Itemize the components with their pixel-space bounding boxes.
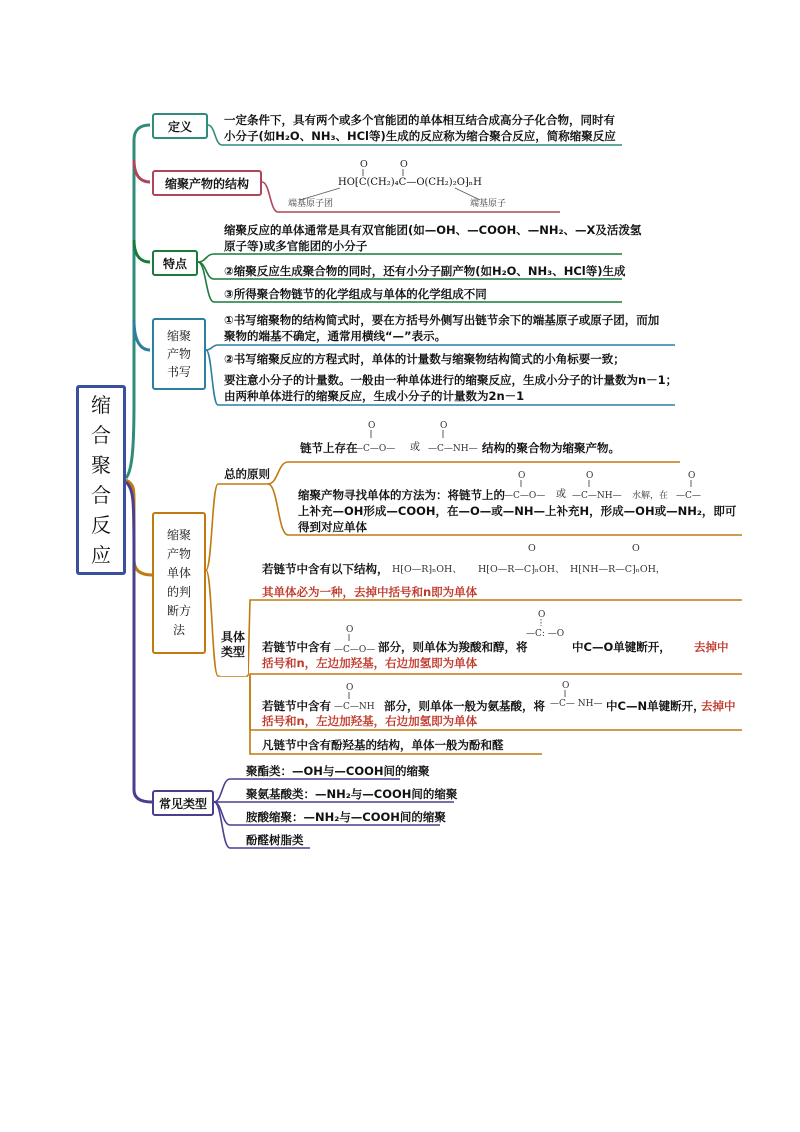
features-node[interactable] <box>152 250 198 276</box>
type3-red-b: 括号和n，左边加羟基，右边加氢即为单体 <box>262 714 478 728</box>
monomer-label-line: 缩聚 <box>166 528 192 542</box>
svg-text:O: O <box>400 159 408 170</box>
svg-text:—C—O—: —C—O— <box>334 645 376 655</box>
root-char: 合 <box>91 483 111 507</box>
svg-text:—C: —O: —C: —O <box>526 629 565 639</box>
monomer-label-line: 法 <box>172 623 185 637</box>
principle-line2: 上补充—OH形成—COOH，在—O—或—NH—上补充H，形成—OH或—NH₂，即可 <box>298 504 737 518</box>
svg-text:—C—: —C— <box>676 491 701 501</box>
svg-text:O: O <box>518 471 526 481</box>
svg-text:H⁅O—R⁆ₙOH、: H⁅O—R⁆ₙOH、 <box>392 564 462 575</box>
principle-top-b: 或 <box>410 442 420 453</box>
svg-text:H⁅O—R—C⁆ₙOH、: H⁅O—R—C⁆ₙOH、 <box>478 564 565 575</box>
principle-text-a: 缩聚产物寻找单体的方法为：将链节上的 <box>298 488 505 502</box>
svg-text:O: O <box>360 159 368 170</box>
svg-text:O: O <box>688 471 696 481</box>
monomer-label-line: 产物 <box>166 547 192 561</box>
features-item-2: ②缩聚反应生成聚合物的同时，还有小分子副产物(如H₂O、NH₃、HCl等)生成 <box>224 264 626 278</box>
monomer-label-line: 的判 <box>166 585 192 599</box>
types-label-line: 类型 <box>220 645 246 659</box>
writing-item-1b: 聚物的端基不确定，通常用横线“—”表示。 <box>224 329 447 343</box>
definition-node[interactable] <box>152 113 208 139</box>
definition-text-1: 一定条件下，具有两个或多个官能团的单体相互结合成高分子化合物，同时有 <box>224 113 615 127</box>
definition-text-2: 小分子(如H₂O、NH₃、HCl等)生成的反应称为缩合聚合反应，简称缩聚反应 <box>224 129 616 143</box>
root-char: 缩 <box>91 393 111 417</box>
monomer-label-line: 单体 <box>166 566 192 580</box>
features-item-1a: 缩聚反应的单体通常是具有双官能团(如—OH、—COOH、—NH₂、—X及活泼氢 <box>224 223 642 237</box>
svg-text:O: O <box>346 625 354 635</box>
monomer-node[interactable] <box>152 512 206 654</box>
svg-text:O: O <box>440 421 448 431</box>
types-label-line: 具体 <box>220 630 246 644</box>
type2-text-c: 中C—O单键断开， <box>572 640 671 654</box>
structure-left-note: 端基原子团 <box>288 199 334 209</box>
writing-item-2c: 由两种单体进行的缩聚反应，生成小分子的计量数为2n－1 <box>224 389 525 403</box>
writing-item-1a: ①书写缩聚物的结构简式时，要在方括号外侧写出链节余下的端基原子或原子团，而加 <box>224 313 660 327</box>
svg-text:—C—NH—: —C—NH— <box>428 444 478 454</box>
common-node[interactable] <box>152 790 214 816</box>
writing-label-line: 缩聚 <box>166 329 192 343</box>
svg-text:O: O <box>528 543 536 554</box>
type3-text-a: 若链节中含有 <box>262 699 331 713</box>
svg-text:H⁅NH—R—C⁆ₙOH，: H⁅NH—R—C⁆ₙOH， <box>570 564 666 575</box>
root-char: 反 <box>91 513 111 537</box>
type3-red-a: 去掉中 <box>701 699 736 713</box>
types-node[interactable] <box>218 614 248 676</box>
structure-right-note: 端基原子 <box>470 199 507 209</box>
root-char: 合 <box>91 423 111 447</box>
common-item: 聚氨基酸类：—NH₂与—COOH间的缩聚 <box>246 787 458 801</box>
svg-text:O: O <box>562 681 570 691</box>
common-item: 胺酸缩聚：—NH₂与—COOH间的缩聚 <box>246 810 446 824</box>
principle-top-c: 结构的聚合物为缩聚产物。 <box>482 441 620 455</box>
principle-top-a: 链节上存在 <box>300 441 358 455</box>
writing-label-line: 书写 <box>166 365 192 379</box>
root-node[interactable] <box>76 385 126 575</box>
common-label: 常见类型 <box>158 796 207 811</box>
root-char: 聚 <box>91 453 111 477</box>
svg-text:O: O <box>346 683 354 693</box>
svg-text:—C—NH: —C—NH <box>334 702 375 712</box>
features-item-1b: 原子等)或多官能团的小分子 <box>224 239 368 253</box>
svg-text:水解，在: 水解，在 <box>632 491 669 501</box>
svg-text:—C—O—: —C—O— <box>354 444 396 454</box>
type1-red: 其单体必为一种，去掉中括号和n即为单体 <box>262 585 478 599</box>
type2-text-b: 部分，则单体为羧酸和醇，将 <box>378 640 528 654</box>
type1-formulas <box>392 543 665 575</box>
structure-formula: HO⁅C(CH₂)₄C—O(CH₂)₂O⁆ₙH <box>338 177 482 188</box>
principle-text-b: 或 <box>556 489 566 500</box>
type3-text-c: 中C—N单键断开， <box>606 699 705 713</box>
root-char: 应 <box>91 543 111 567</box>
features-label: 特点 <box>162 256 187 271</box>
principle-text-d: 得到对应单体 <box>298 520 367 534</box>
writing-item-2a: ②书写缩聚反应的方程式时，单体的计量数与缩聚物结构简式的小角标要一致； <box>224 352 625 366</box>
type3-text-b: 部分，则单体一般为氨基酸，将 <box>384 699 545 713</box>
type2-red-b: 括号和n，左边加羟基，右边加氢即为单体 <box>262 656 478 670</box>
svg-text:—C— NH—: —C— NH— <box>550 699 603 709</box>
svg-text:O: O <box>632 543 640 554</box>
structure-node[interactable] <box>152 170 262 196</box>
writing-item-2b: 要注意小分子的计量数。一般由一种单体进行的缩聚反应，生成小分子的计量数为n－1； <box>224 373 678 387</box>
type2-text-a: 若链节中含有 <box>262 640 331 654</box>
writing-label-line: 产物 <box>166 347 192 361</box>
common-item: 酚醛树脂类 <box>246 833 304 847</box>
definition-label: 定义 <box>167 119 192 134</box>
svg-text:—C—NH—: —C—NH— <box>572 491 622 501</box>
svg-text:—C—O—: —C—O— <box>504 491 546 501</box>
monomer-label-line: 断方 <box>166 604 192 618</box>
type2-red-a: 去掉中 <box>694 640 729 654</box>
writing-node[interactable] <box>152 318 206 390</box>
common-item: 聚酯类：—OH与—COOH间的缩聚 <box>246 764 430 778</box>
svg-text:O: O <box>538 610 546 620</box>
principle-label: 总的原则 <box>224 467 270 481</box>
structure-label: 缩聚产物的结构 <box>164 176 249 191</box>
features-item-3: ③所得聚合物链节的化学组成与单体的化学组成不同 <box>224 287 487 301</box>
svg-text:O: O <box>368 421 376 431</box>
type1-text: 若链节中含有以下结构， <box>262 562 389 576</box>
type4-text: 凡链节中含有酚羟基的结构，单体一般为酚和醛 <box>262 738 504 752</box>
principle-fragments <box>504 471 701 501</box>
svg-text:O: O <box>586 471 594 481</box>
